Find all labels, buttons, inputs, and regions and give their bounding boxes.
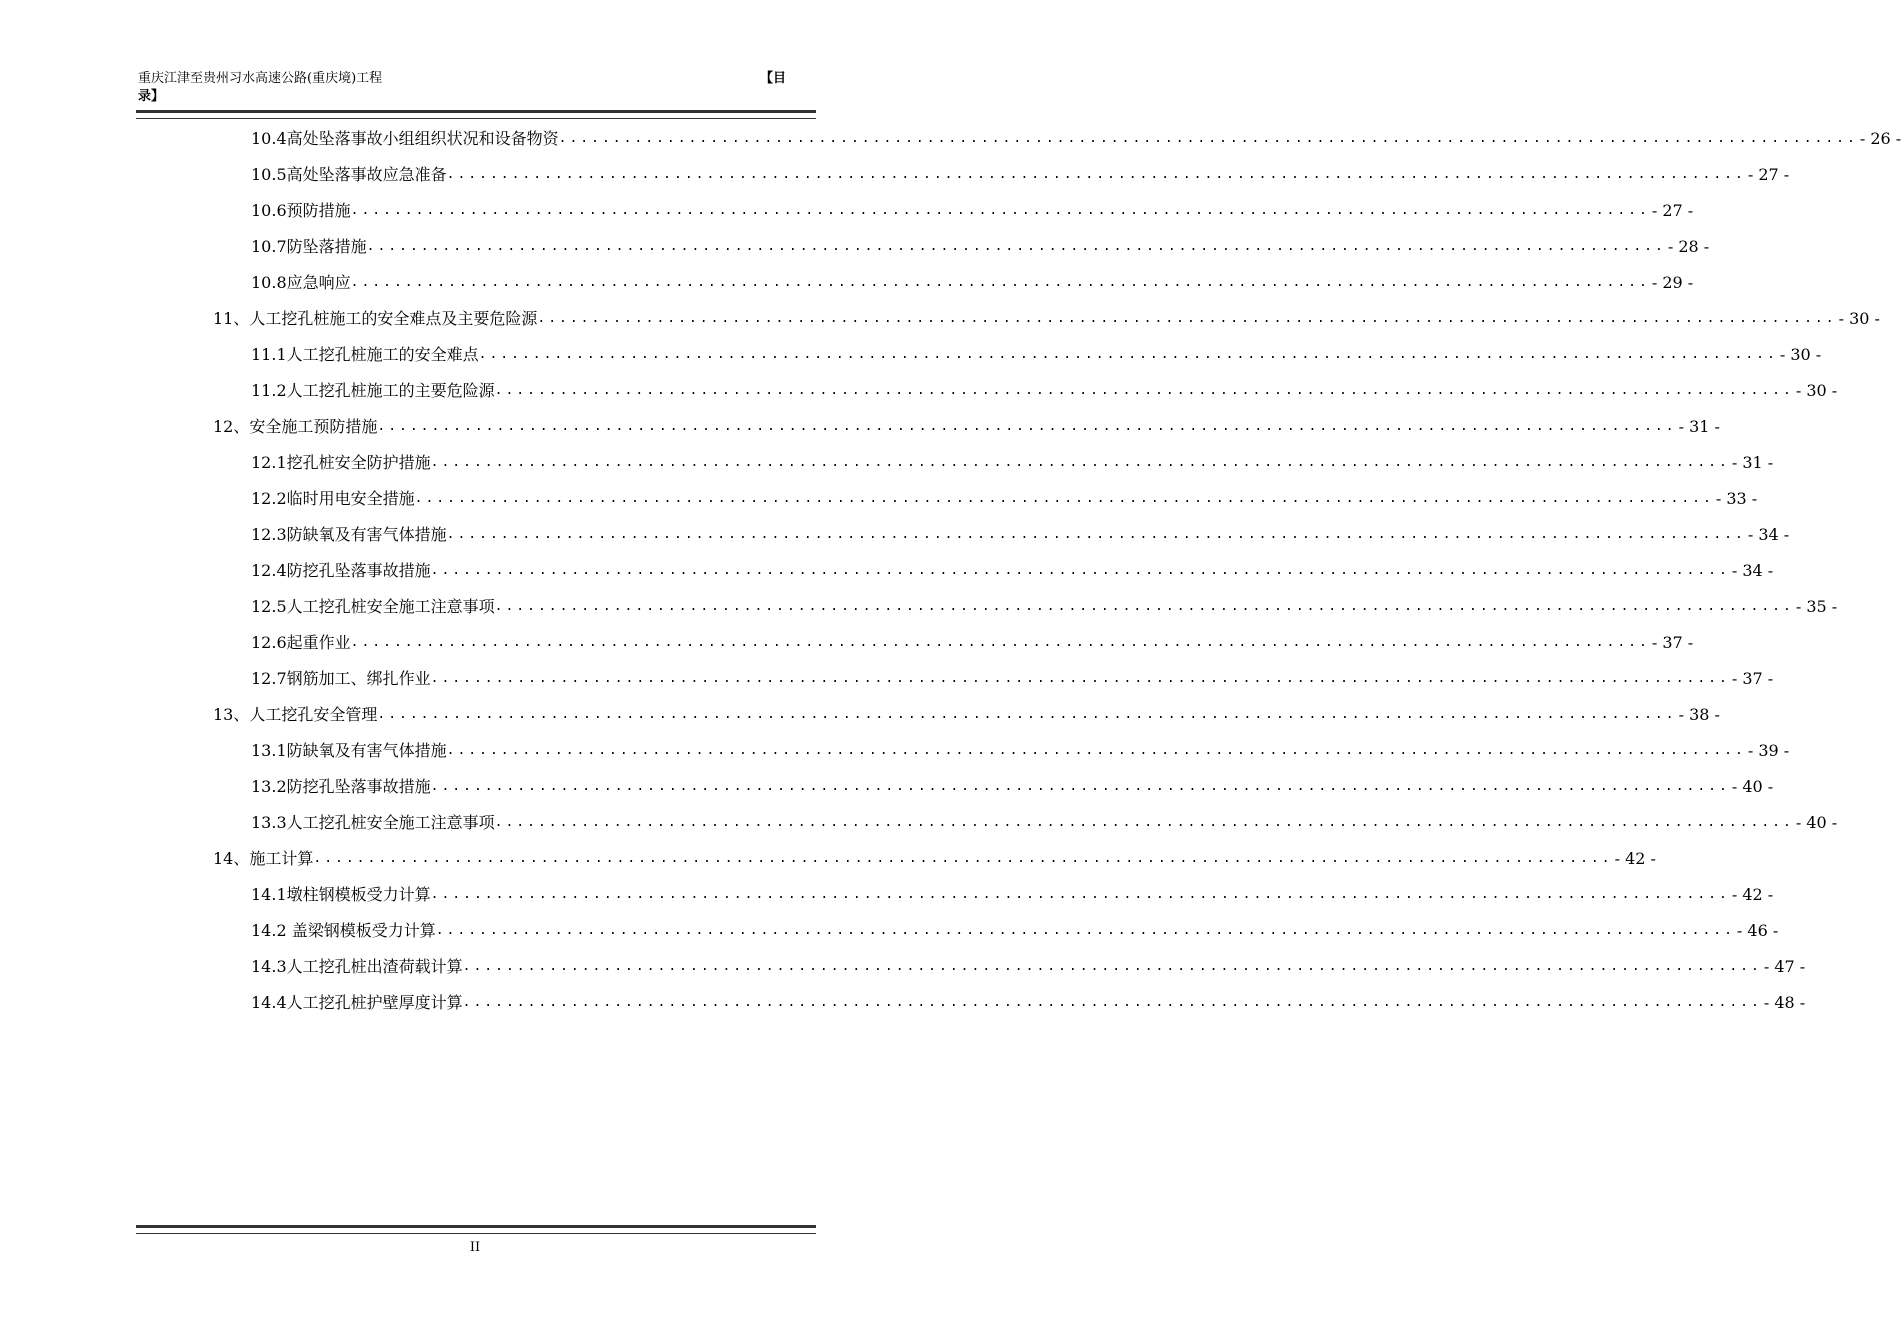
toc-entry[interactable] (251, 589, 1838, 625)
toc-entry-label: 10.4高处坠落事故小组组织状况和设备物资 (251, 129, 559, 148)
toc-entry-page: - 46 - (1736, 921, 1779, 940)
toc-entry[interactable] (251, 193, 1694, 229)
header-title: 重庆江津至贵州习水高速公路(重庆境)工程 (138, 71, 383, 86)
toc-entry[interactable] (251, 553, 1774, 589)
toc-entry-page: - 30 - (1779, 345, 1822, 364)
toc-entry-label: 10.8应急响应 (251, 273, 351, 292)
footer-rule (136, 1225, 816, 1234)
toc-entry-page: - 33 - (1715, 489, 1758, 508)
header-rule (136, 110, 816, 119)
toc-entry[interactable] (251, 481, 1758, 517)
toc-entry-label: 12.2临时用电安全措施 (251, 489, 415, 508)
toc-entry-label: 12.7钢筋加工、绑扎作业 (251, 669, 431, 688)
toc-entry[interactable] (213, 697, 1720, 733)
toc-leader-dots: ........................................................................................................................ (462, 995, 1762, 1010)
toc-entry[interactable] (251, 913, 1779, 949)
toc-entry-page: - 30 - (1838, 309, 1880, 328)
toc-entry[interactable] (251, 229, 1710, 265)
toc-entry-label: 14.3人工挖孔桩出渣荷载计算 (251, 957, 463, 976)
toc-entry-page: - 37 - (1651, 633, 1694, 652)
toc-leader-dots: ........................................................................................................................ (430, 563, 1730, 578)
toc-entry-page: - 48 - (1763, 993, 1806, 1012)
toc-leader-dots: ........................................................................................................................ (558, 131, 1858, 146)
toc-entry[interactable] (251, 805, 1838, 841)
toc-entry-page: - 42 - (1614, 849, 1656, 868)
toc-entry-label: 12.1挖孔桩安全防护措施 (251, 453, 431, 472)
header-section-mark: 【目 (759, 71, 786, 86)
toc-entry-page: - 27 - (1651, 201, 1694, 220)
toc-leader-dots: ........................................................................................................................ (462, 959, 1762, 974)
toc-entry-label: 12.4防挖孔坠落事故措施 (251, 561, 431, 580)
toc-entry[interactable] (251, 877, 1774, 913)
toc-leader-dots: ........................................................................................................................ (494, 383, 1794, 398)
toc-entry-label: 13、人工挖孔安全管理 (213, 705, 378, 724)
toc-entry-page: - 34 - (1747, 525, 1790, 544)
toc-entry-page: - 38 - (1678, 705, 1720, 724)
toc-entry-label: 12、安全施工预防措施 (213, 417, 378, 436)
toc-entry[interactable] (251, 517, 1790, 553)
toc-entry-page: - 40 - (1795, 813, 1838, 832)
toc-entry[interactable] (251, 733, 1790, 769)
toc-entry-label: 10.5高处坠落事故应急准备 (251, 165, 447, 184)
toc-entry[interactable] (213, 409, 1720, 445)
toc-entry[interactable] (251, 373, 1838, 409)
toc-entry-label: 10.7防坠落措施 (251, 237, 367, 256)
toc-entry-label: 14.4人工挖孔桩护壁厚度计算 (251, 993, 463, 1012)
toc-leader-dots: ........................................................................................................................ (350, 203, 1650, 218)
toc-entry-page: - 42 - (1731, 885, 1774, 904)
toc-leader-dots: ........................................................................................................................ (430, 455, 1730, 470)
page-header (136, 70, 816, 110)
toc-leader-dots: ........................................................................................................................ (366, 239, 1666, 254)
toc-entry[interactable] (213, 841, 1656, 877)
toc-entry-page: - 35 - (1795, 597, 1838, 616)
toc-entry[interactable] (251, 121, 1901, 157)
toc-leader-dots: ........................................................................................................................ (350, 275, 1650, 290)
toc-entry[interactable] (251, 337, 1822, 373)
toc-entry-page: - 47 - (1763, 957, 1806, 976)
toc-leader-dots: ........................................................................................................................ (478, 347, 1778, 362)
toc-entry-label: 11、人工挖孔桩施工的安全难点及主要危险源 (213, 309, 538, 328)
toc-entry[interactable] (251, 661, 1774, 697)
toc-leader-dots: ........................................................................................................................ (430, 887, 1730, 902)
page-number: II (469, 1240, 481, 1255)
toc-entry-page: - 26 - (1859, 129, 1901, 148)
toc-entry-page: - 31 - (1678, 417, 1720, 436)
toc-entry-label: 11.1人工挖孔桩施工的安全难点 (251, 345, 479, 364)
toc-leader-dots: ........................................................................................................................ (537, 311, 1837, 326)
toc-entry-page: - 29 - (1651, 273, 1694, 292)
toc-leader-dots: ........................................................................................................................ (350, 635, 1650, 650)
toc-entry[interactable] (251, 949, 1806, 985)
toc-entry-label: 14.2 盖梁钢模板受力计算 (251, 921, 436, 940)
toc-entry-label: 14、施工计算 (213, 849, 314, 868)
header-section-mark-continued: 录】 (138, 89, 165, 104)
toc-entry-page: - 39 - (1747, 741, 1790, 760)
toc-entry-label: 12.6起重作业 (251, 633, 351, 652)
toc-leader-dots: ........................................................................................................................ (377, 419, 1677, 434)
toc-entry-label: 13.3人工挖孔桩安全施工注意事项 (251, 813, 495, 832)
toc-entry[interactable] (251, 157, 1790, 193)
toc-entry-page: - 30 - (1795, 381, 1838, 400)
toc-entry[interactable] (251, 985, 1806, 1021)
toc-entry-page: - 37 - (1731, 669, 1774, 688)
toc-entry[interactable] (251, 625, 1694, 661)
toc-entry-page: - 27 - (1747, 165, 1790, 184)
toc-leader-dots: ........................................................................................................................ (430, 779, 1730, 794)
toc-entry-label: 12.5人工挖孔桩安全施工注意事项 (251, 597, 495, 616)
toc-entry-label: 11.2人工挖孔桩施工的主要危险源 (251, 381, 495, 400)
toc-leader-dots: ........................................................................................................................ (494, 599, 1794, 614)
toc-entry-label: 13.2防挖孔坠落事故措施 (251, 777, 431, 796)
toc-entry[interactable] (251, 769, 1774, 805)
toc-entry-page: - 34 - (1731, 561, 1774, 580)
toc-leader-dots: ........................................................................................................................ (494, 815, 1794, 830)
toc-entry-label: 12.3防缺氧及有害气体措施 (251, 525, 447, 544)
toc-entry[interactable] (251, 265, 1694, 301)
toc-leader-dots: ........................................................................................................................ (377, 707, 1677, 722)
toc-entry-label: 14.1墩柱钢模板受力计算 (251, 885, 431, 904)
toc-leader-dots: ........................................................................................................................ (414, 491, 1714, 506)
toc-leader-dots: ........................................................................................................................ (313, 851, 1613, 866)
toc-entry-page: - 40 - (1731, 777, 1774, 796)
toc-entry-page: - 31 - (1731, 453, 1774, 472)
toc-leader-dots: ........................................................................................................................ (430, 671, 1730, 686)
toc-entry-page: - 28 - (1667, 237, 1710, 256)
toc-entry-label: 13.1防缺氧及有害气体措施 (251, 741, 447, 760)
toc-entry-label: 10.6预防措施 (251, 201, 351, 220)
toc-leader-dots: ........................................................................................................................ (446, 743, 1746, 758)
toc-leader-dots: ........................................................................................................................ (446, 527, 1746, 542)
toc-entry[interactable] (213, 301, 1880, 337)
toc-entry[interactable] (251, 445, 1774, 481)
toc-leader-dots: ........................................................................................................................ (435, 923, 1735, 938)
toc-leader-dots: ........................................................................................................................ (446, 167, 1746, 182)
